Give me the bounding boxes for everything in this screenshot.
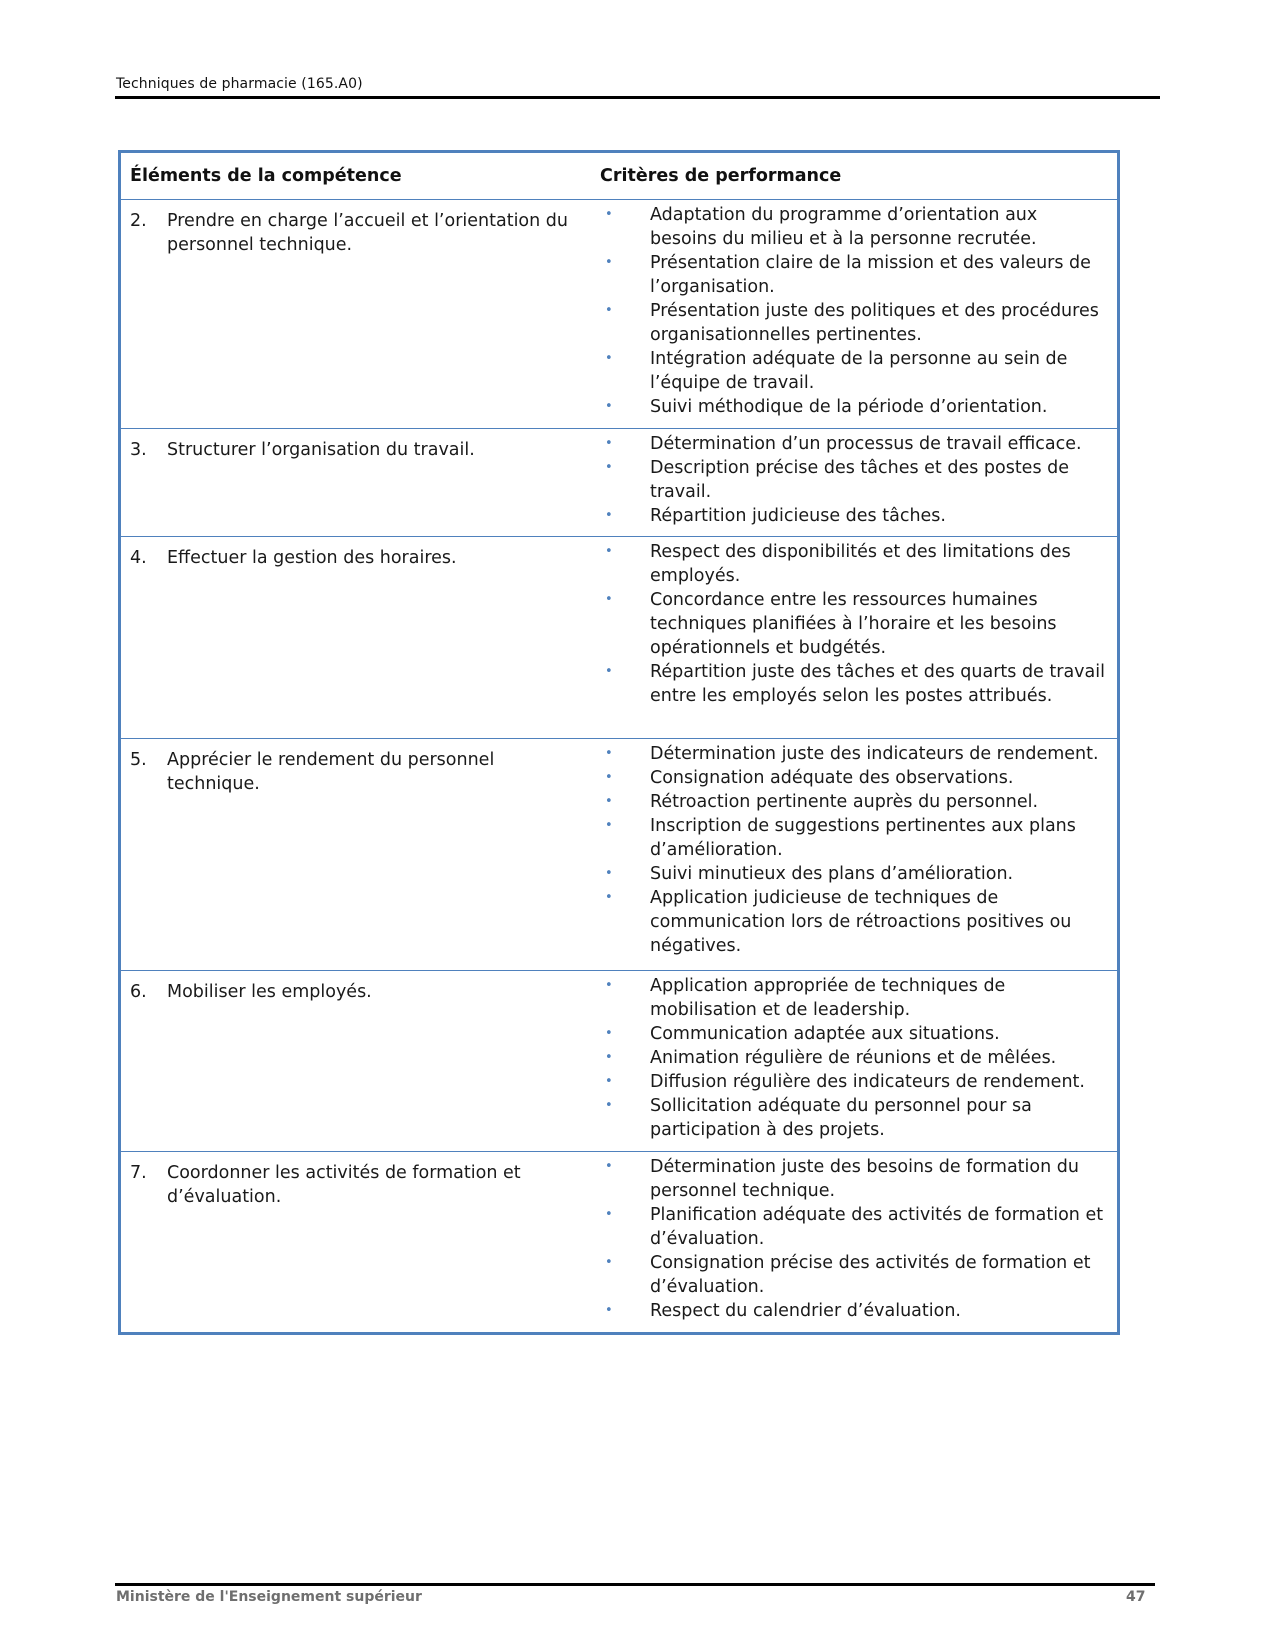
criterion-text: Application appropriée de techniques de mobilisation et de leadership. bbox=[650, 976, 1006, 1020]
bullet-icon: • bbox=[605, 207, 613, 222]
criterion-text: Planification adéquate des activités de formation et d’évaluation. bbox=[650, 1205, 1104, 1249]
criterion-text: Suivi minutieux des plans d’amélioration. bbox=[650, 864, 1014, 884]
element-number: 4. bbox=[130, 548, 147, 568]
element-cell bbox=[121, 200, 597, 428]
element-cell bbox=[121, 971, 597, 1151]
table-row bbox=[121, 738, 1117, 970]
criterion-text: Suivi méthodique de la période d’orientation. bbox=[650, 397, 1048, 417]
criterion-item bbox=[597, 1046, 1109, 1070]
element-text: Coordonner les activités de formation et d’évaluation. bbox=[167, 1163, 521, 1207]
element-cell bbox=[121, 537, 597, 738]
bullet-icon: • bbox=[605, 1050, 613, 1065]
criteria-cell bbox=[597, 1152, 1117, 1332]
header-rule bbox=[115, 96, 1160, 99]
criterion-item bbox=[597, 814, 1109, 862]
criteria-cell bbox=[597, 429, 1117, 536]
bullet-icon: • bbox=[605, 399, 613, 414]
element-cell bbox=[121, 429, 597, 536]
criterion-text: Description précise des tâches et des postes de travail. bbox=[650, 458, 1070, 502]
element-text: Mobiliser les employés. bbox=[167, 982, 372, 1002]
bullet-icon: • bbox=[605, 508, 613, 523]
criterion-text: Respect des disponibilités et des limitations des employés. bbox=[650, 542, 1071, 586]
criterion-item bbox=[597, 1203, 1109, 1251]
element-text: Prendre en charge l’accueil et l’orientation du personnel technique. bbox=[167, 211, 568, 255]
bullet-icon: • bbox=[605, 1098, 613, 1113]
criterion-text: Application judicieuse de techniques de communication lors de rétroactions positives ou négatives. bbox=[650, 888, 1072, 956]
element-text: Structurer l’organisation du travail. bbox=[167, 440, 475, 460]
criterion-item bbox=[597, 432, 1109, 456]
bullet-icon: • bbox=[605, 664, 613, 679]
criterion-text: Respect du calendrier d’évaluation. bbox=[650, 1301, 961, 1321]
criterion-text: Communication adaptée aux situations. bbox=[650, 1024, 1000, 1044]
criterion-item bbox=[597, 299, 1109, 347]
table-row bbox=[121, 536, 1117, 738]
table-row bbox=[121, 1151, 1117, 1332]
criterion-item bbox=[597, 742, 1109, 766]
criterion-item bbox=[597, 660, 1109, 708]
bullet-icon: • bbox=[605, 794, 613, 809]
bullet-icon: • bbox=[605, 460, 613, 475]
bullet-icon: • bbox=[605, 544, 613, 559]
criterion-text: Présentation claire de la mission et des valeurs de l’organisation. bbox=[650, 253, 1091, 297]
criterion-text: Adaptation du programme d’orientation aux besoins du milieu et à la personne recrutée. bbox=[650, 205, 1038, 249]
criterion-text: Consignation adéquate des observations. bbox=[650, 768, 1014, 788]
criterion-item bbox=[597, 1299, 1109, 1323]
criterion-text: Répartition juste des tâches et des quarts de travail entre les employés selon les postes attribués. bbox=[650, 662, 1105, 706]
criterion-text: Détermination juste des besoins de formation du personnel technique. bbox=[650, 1157, 1079, 1201]
bullet-icon: • bbox=[605, 255, 613, 270]
bullet-icon: • bbox=[605, 978, 613, 993]
criteria-cell bbox=[597, 537, 1117, 738]
criterion-item bbox=[597, 588, 1109, 660]
element-number: 5. bbox=[130, 750, 147, 770]
criterion-text: Concordance entre les ressources humaines techniques planifiées à l’horaire et les besoins opérationnels et budgétés. bbox=[650, 590, 1057, 658]
bullet-icon: • bbox=[605, 351, 613, 366]
element-cell bbox=[121, 739, 597, 970]
table-row bbox=[121, 428, 1117, 536]
bullet-icon: • bbox=[605, 1026, 613, 1041]
criterion-text: Présentation juste des politiques et des procédures organisationnelles pertinentes. bbox=[650, 301, 1099, 345]
criterion-text: Intégration adéquate de la personne au sein de l’équipe de travail. bbox=[650, 349, 1068, 393]
criteria-cell bbox=[597, 739, 1117, 970]
element-text: Effectuer la gestion des horaires. bbox=[167, 548, 457, 568]
table-row bbox=[121, 970, 1117, 1151]
criterion-item bbox=[597, 395, 1109, 419]
footer-publisher: Ministère de l'Enseignement supérieur bbox=[116, 1589, 422, 1605]
bullet-icon: • bbox=[605, 592, 613, 607]
bullet-icon: • bbox=[605, 1074, 613, 1089]
competence-table bbox=[118, 150, 1120, 1335]
table-header-row bbox=[121, 153, 1117, 199]
table-row bbox=[121, 199, 1117, 428]
criterion-text: Détermination d’un processus de travail efficace. bbox=[650, 434, 1082, 454]
criterion-text: Répartition judicieuse des tâches. bbox=[650, 506, 946, 526]
bullet-icon: • bbox=[605, 436, 613, 451]
element-cell bbox=[121, 1152, 597, 1332]
table-body bbox=[121, 199, 1117, 1332]
bullet-icon: • bbox=[605, 303, 613, 318]
criterion-item bbox=[597, 540, 1109, 588]
criteria-cell bbox=[597, 200, 1117, 428]
bullet-icon: • bbox=[605, 818, 613, 833]
bullet-icon: • bbox=[605, 770, 613, 785]
criterion-text: Diffusion régulière des indicateurs de rendement. bbox=[650, 1072, 1085, 1092]
criterion-item bbox=[597, 203, 1109, 251]
criterion-item bbox=[597, 1155, 1109, 1203]
bullet-icon: • bbox=[605, 1159, 613, 1174]
column-header-criteria: Critères de performance bbox=[600, 166, 842, 186]
element-number: 3. bbox=[130, 440, 147, 460]
criterion-item bbox=[597, 456, 1109, 504]
element-number: 7. bbox=[130, 1163, 147, 1183]
bullet-icon: • bbox=[605, 1207, 613, 1222]
element-number: 6. bbox=[130, 982, 147, 1002]
column-header-elements: Éléments de la compétence bbox=[130, 166, 402, 186]
criterion-item bbox=[597, 251, 1109, 299]
criterion-item bbox=[597, 1070, 1109, 1094]
criterion-text: Consignation précise des activités de formation et d’évaluation. bbox=[650, 1253, 1091, 1297]
criterion-text: Inscription de suggestions pertinentes aux plans d’amélioration. bbox=[650, 816, 1076, 860]
criterion-text: Rétroaction pertinente auprès du personnel. bbox=[650, 792, 1039, 812]
criterion-item bbox=[597, 886, 1109, 958]
criterion-item bbox=[597, 1251, 1109, 1299]
element-text: Apprécier le rendement du personnel technique. bbox=[167, 750, 495, 794]
criterion-item bbox=[597, 790, 1109, 814]
element-number: 2. bbox=[130, 211, 147, 231]
criterion-text: Détermination juste des indicateurs de rendement. bbox=[650, 744, 1099, 764]
bullet-icon: • bbox=[605, 866, 613, 881]
criteria-cell bbox=[597, 971, 1117, 1151]
criterion-item bbox=[597, 1094, 1109, 1142]
footer-rule bbox=[115, 1583, 1155, 1586]
bullet-icon: • bbox=[605, 746, 613, 761]
criterion-item bbox=[597, 347, 1109, 395]
bullet-icon: • bbox=[605, 1303, 613, 1318]
page-number: 47 bbox=[1126, 1589, 1146, 1605]
criterion-item bbox=[597, 504, 1109, 528]
criterion-item bbox=[597, 1022, 1109, 1046]
criterion-text: Animation régulière de réunions et de mêlées. bbox=[650, 1048, 1057, 1068]
criterion-item bbox=[597, 862, 1109, 886]
running-header-title: Techniques de pharmacie (165.A0) bbox=[116, 76, 363, 92]
bullet-icon: • bbox=[605, 1255, 613, 1270]
bullet-icon: • bbox=[605, 890, 613, 905]
criterion-text: Sollicitation adéquate du personnel pour sa participation à des projets. bbox=[650, 1096, 1032, 1140]
criterion-item bbox=[597, 974, 1109, 1022]
criterion-item bbox=[597, 766, 1109, 790]
